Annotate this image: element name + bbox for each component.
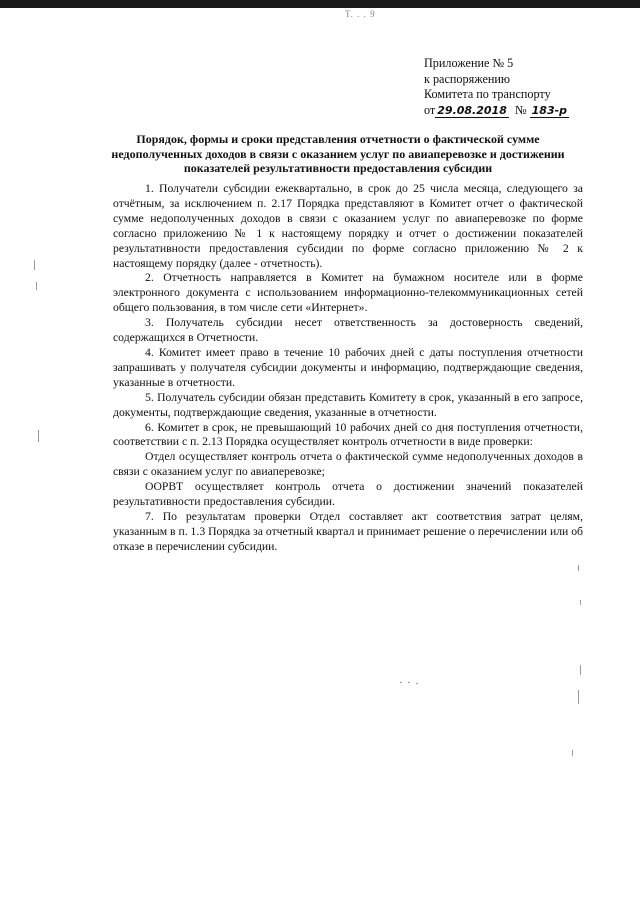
scan-speck xyxy=(416,683,418,684)
paragraph-6: 6. Комитет в срок, не превышающий 10 рабочих дней со дня поступления отчетности, соответствии с п. 2.13 Порядка осуществляет контроль отчетности в виде проверки: xyxy=(113,420,583,449)
scan-speck xyxy=(572,750,573,756)
paragraph-6-sub-2: ООРВТ осуществляет контроль отчета о достижении значений показателей результативности предоставления субсидии. xyxy=(113,480,583,509)
paragraph-7: 7. По результатам проверки Отдел составляет акт соответствия затрат целям, указанным в п. 1.3 Порядка за отчетный квартал и принимает решение о перечислении или об отказе в перечислении субсидии. xyxy=(113,509,583,553)
handwritten-date: 29.08.2018 xyxy=(437,103,507,117)
page-mark: Т. . . 9 xyxy=(345,9,376,19)
scan-speck xyxy=(36,282,37,290)
scan-speck xyxy=(408,682,410,683)
scan-speck xyxy=(578,690,579,704)
paragraph-6-sub-1: Отдел осуществляет контроль отчета о фактической сумме недополученных доходов в связи с оказанием услуг по авиаперевозке; xyxy=(113,450,583,479)
handwritten-number: 183-р xyxy=(531,103,568,117)
document-title: Порядок, формы и сроки представления отчетности о фактической сумме недополученных доходов в связи с оказанием услуг по авиаперевозке и достижении показателей результативности предоставления субсидии xyxy=(111,132,565,176)
document-body xyxy=(113,182,583,555)
scan-speck xyxy=(400,682,402,683)
scan-speck xyxy=(580,665,581,675)
paragraph-3: 3. Получатель субсидии несет ответственность за достоверность сведений, содержащихся в Отчетности. xyxy=(113,316,583,345)
paragraph-2: 2. Отчетность направляется в Комитет на бумажном носителе или в форме электронного документа с использованием информационно-телекоммуникационных сетей общего пользования, в том числе сети «Интернет». xyxy=(113,271,583,315)
paragraph-1: 1. Получатели субсидии ежеквартально, в срок до 25 числа месяца, следующего за отчётным, за исключением п. 2.17 Порядка представляют в Комитет отчет о фактической сумме недополученных доходов в связи с оказанием услуг по авиаперевозке по форме согласно приложению № 1 к настоящему порядку и отчет о достижении показателей результативности предоставления субсидии по форме согласно приложению № 2 к настоящему порядку (далее - отчетность). xyxy=(113,182,583,270)
scan-speck xyxy=(38,430,39,442)
paragraph-5: 5. Получатель субсидии обязан представить Комитету в срок, указанный в его запросе, документы, подтверждающие сведения, указанные в отчетности. xyxy=(113,390,583,419)
paragraph-4: 4. Комитет имеет право в течение 10 рабочих дней с даты поступления отчетности запрашивать у получателя субсидии документы и информацию, подтверждающие сведения, указанные в отчетности. xyxy=(113,345,583,389)
appendix-committee: Комитета по транспорту xyxy=(424,87,551,101)
date-prefix: от xyxy=(424,102,436,117)
scan-edge-bar xyxy=(0,0,640,8)
scan-speck xyxy=(578,565,579,571)
appendix-date-number xyxy=(424,103,624,119)
appendix-directive: к распоряжению xyxy=(424,71,511,86)
scan-speck xyxy=(580,600,581,605)
appendix-block xyxy=(424,56,624,118)
appendix-title: Приложение № 5 xyxy=(424,56,514,70)
scan-speck xyxy=(34,260,35,270)
number-prefix: № xyxy=(514,102,527,117)
